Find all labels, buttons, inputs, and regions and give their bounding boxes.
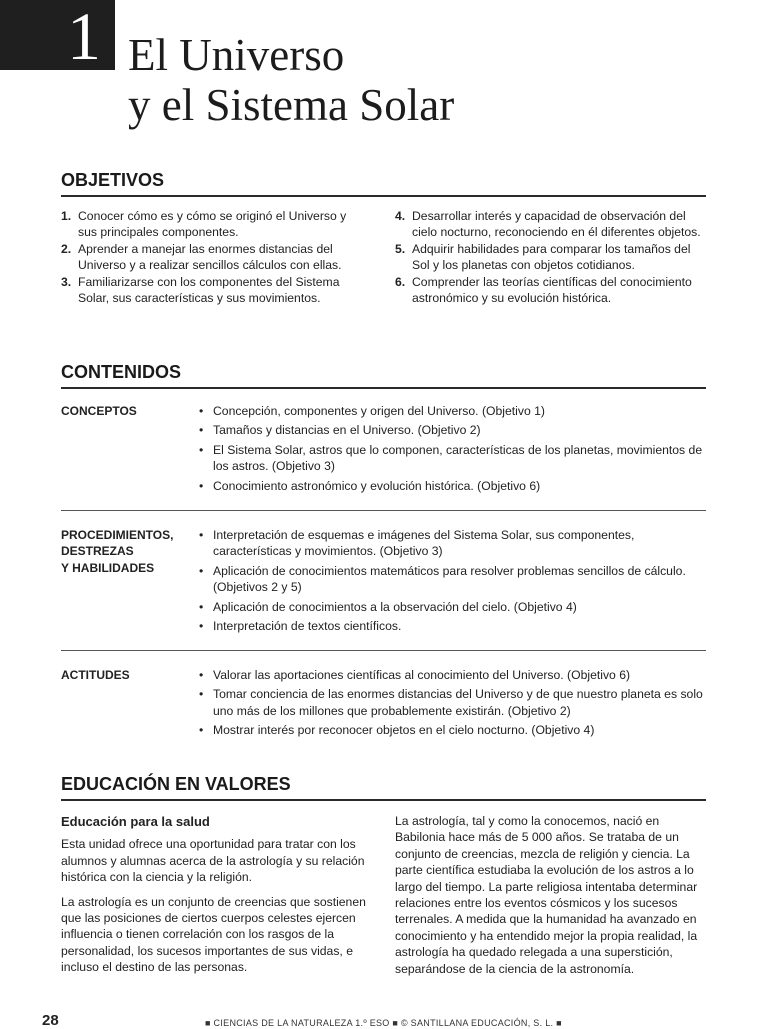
educacion-paragraph-2: La astrología es un conjunto de creencias que sostienen que las posiciones de ciertos cuerpos celestes ejercen influencia o tienen correlación con los rasgos de la personalidad, los sucesos importantes de sus vidas, e incluso el destino de las personas. (61, 894, 366, 975)
objetivo-number: 1. (61, 209, 72, 223)
bullet-item: • El Sistema Solar, astros que lo componen, características de los planetas, movimientos de los astros. (Objetivo 3) (199, 442, 707, 475)
objetivos-heading: OBJETIVOS (61, 170, 706, 197)
bullet-item: • Conocimiento astronómico y evolución histórica. (Objetivo 6) (199, 478, 707, 494)
bullet-item: • Aplicación de conocimientos a la observación del cielo. (Objetivo 4) (199, 599, 707, 615)
objetivo-number: 6. (395, 274, 406, 289)
objetivo-text: Comprender las teorías científicas del conocimiento astronómico y su evolución histórica. (412, 274, 692, 306)
chapter-title-line-2: y el Sistema Solar (128, 80, 455, 130)
page-number: 28 (42, 1012, 59, 1029)
objetivo-number: 4. (395, 209, 406, 223)
row-divider (61, 650, 706, 651)
educacion-right-column (395, 813, 705, 985)
footer-credits: ■ CIENCIAS DE LA NATURALEZA 1.º ESO ■ © SANTILLANA EDUCACIÓN, S. L. ■ (205, 1018, 562, 1028)
chapter-title-line-1: El Universo (128, 30, 345, 80)
objetivo-item-1 (61, 208, 361, 241)
row-divider (61, 510, 706, 511)
bullet-item: • Tamaños y distancias en el Universo. (Objetivo 2) (199, 422, 707, 438)
objetivo-text: Familiarizarse con los componentes del Sistema Solar, sus características y sus movimientos. (78, 274, 340, 306)
bullet-item: • Mostrar interés por reconocer objetos en el cielo nocturno. (Objetivo 4) (199, 722, 707, 738)
row-label-procedimientos: PROCEDIMIENTOS, DESTREZAS Y HABILIDADES (61, 528, 174, 575)
objetivo-text: Adquirir habilidades para comparar los tamaños del Sol y los planetas con objetos cotidianos. (412, 241, 691, 273)
objetivo-item-2 (61, 241, 361, 274)
contenidos-row-procedimientos (61, 527, 706, 639)
objetivo-item-6 (395, 274, 707, 307)
actitudes-bullet-list (199, 667, 707, 742)
educacion-paragraph-3: La astrología, tal y como la conocemos, nació en Babilonia hace más de 5 000 años. Se trataba de un conjunto de creencias, mezcla de religión y ciencia. La parte científica estudiaba la evolución de los astros a lo largo del tiempo. La parte religiosa intentaba determinar relaciones entre los eventos cósmicos y los sucesos terrenales. A medida que la humanidad ha avanzado en conocimiento y ha entendido mejor la propia realidad, la astrología ha quedado relegada a una superstición, separándose de la ciencia de la astronomía. (395, 814, 698, 976)
educacion-heading: EDUCACIÓN EN VALORES (61, 774, 706, 801)
bullet-item: • Aplicación de conocimientos matemáticos para resolver problemas sencillos de cálculo. (Objetivos 2 y 5) (199, 563, 707, 596)
objetivo-item-4 (395, 208, 707, 241)
educacion-left-column (61, 814, 373, 984)
conceptos-bullet-list (199, 403, 707, 497)
educacion-paragraph-1: Esta unidad ofrece una oportunidad para tratar con los alumnos y alumnas acerca de la astrología y su relación histórica con la ciencia y la religión. (61, 837, 365, 885)
objetivo-text: Aprender a manejar las enormes distancias del Universo y a realizar sencillos cálculos con ellas. (78, 241, 342, 273)
educacion-subheading: Educación para la salud (61, 814, 210, 829)
contenidos-heading: CONTENIDOS (61, 362, 706, 389)
chapter-title (128, 30, 454, 130)
row-label-actitudes: ACTITUDES (61, 668, 130, 682)
row-label-conceptos: CONCEPTOS (61, 404, 137, 418)
objetivos-right-column (395, 208, 707, 306)
procedimientos-bullet-list (199, 527, 707, 637)
bullet-item: • Concepción, componentes y origen del Universo. (Objetivo 1) (199, 403, 707, 419)
bullet-item: • Interpretación de textos científicos. (199, 618, 707, 634)
chapter-number-box (0, 0, 115, 74)
bullet-item: • Interpretación de esquemas e imágenes del Sistema Solar, sus componentes, características y movimientos. (Objetivo 3) (199, 527, 707, 560)
objetivo-number: 2. (61, 241, 72, 256)
objetivo-text: Conocer cómo es y cómo se originó el Universo y sus principales componentes. (78, 209, 347, 240)
chapter-number: 1 (67, 0, 101, 74)
objetivo-number: 3. (61, 274, 72, 289)
contenidos-row-conceptos (61, 403, 706, 503)
objetivo-item-5 (395, 241, 707, 274)
objetivo-item-3 (61, 274, 361, 307)
objetivos-left-column (61, 208, 361, 306)
objetivo-text: Desarrollar interés y capacidad de observación del cielo nocturno, reconociendo en él diferentes objetos. (412, 209, 701, 240)
bullet-item: • Tomar conciencia de las enormes distancias del Universo y de que nuestro planeta es solo uno más de los millones que probablemente existirán. (Objetivo 2) (199, 686, 707, 719)
bullet-item: • Valorar las aportaciones científicas al conocimiento del Universo. (Objetivo 6) (199, 667, 707, 683)
contenidos-row-actitudes (61, 667, 706, 747)
objetivo-number: 5. (395, 241, 406, 256)
